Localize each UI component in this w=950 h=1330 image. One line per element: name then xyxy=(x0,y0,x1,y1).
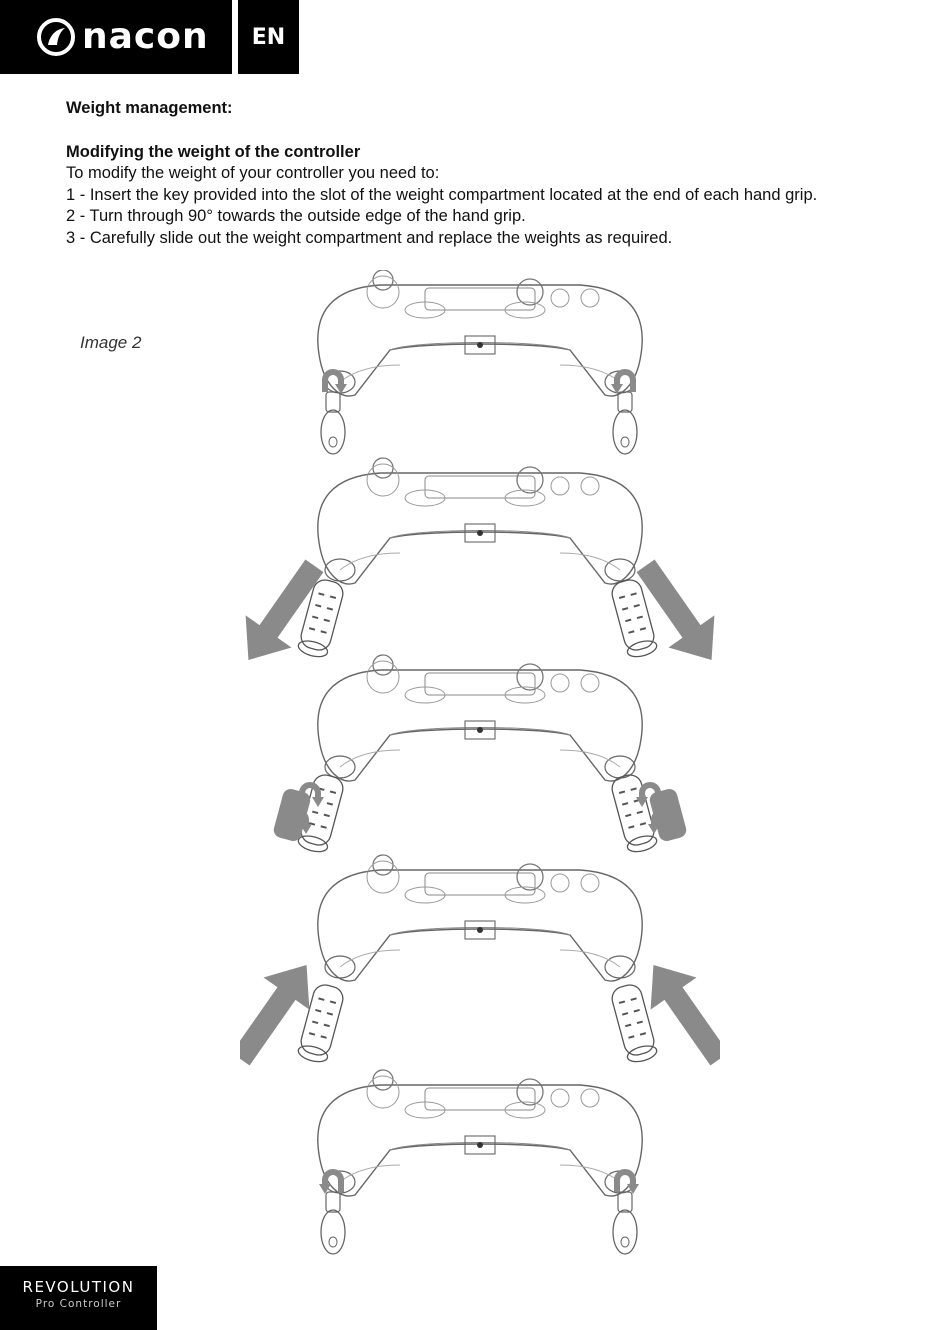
panel-slide-in xyxy=(240,855,720,1075)
step-1: 1 - Insert the key provided into the slot of the weight compartment located at the end of each hand grip. xyxy=(66,185,818,204)
section-title: Weight management: xyxy=(66,99,233,117)
figure-caption: Image 2 xyxy=(80,333,142,352)
nacon-logo xyxy=(0,0,232,74)
instructions xyxy=(66,98,926,249)
product-brand xyxy=(0,1266,157,1330)
panel-insert-key xyxy=(318,270,642,454)
panel-remove-key xyxy=(318,1070,642,1254)
nacon-emblem-icon xyxy=(36,17,76,57)
section-subtitle: Modifying the weight of the controller xyxy=(66,142,361,161)
panel-slide-out xyxy=(240,458,720,676)
step-2: 2 - Turn through 90° towards the outside edge of the hand grip. xyxy=(66,207,526,225)
logo-text: nacon xyxy=(82,16,209,57)
language-badge: EN xyxy=(238,0,299,74)
product-name: Pro Controller xyxy=(35,1298,122,1310)
panel-replace-weights xyxy=(272,655,688,854)
brand-name: REVOLUTION xyxy=(22,1278,135,1296)
controller-diagram xyxy=(240,270,720,1280)
intro-text: To modify the weight of your controller you need to: xyxy=(66,164,440,182)
step-3: 3 - Carefully slide out the weight compartment and replace the weights as required. xyxy=(66,228,673,247)
